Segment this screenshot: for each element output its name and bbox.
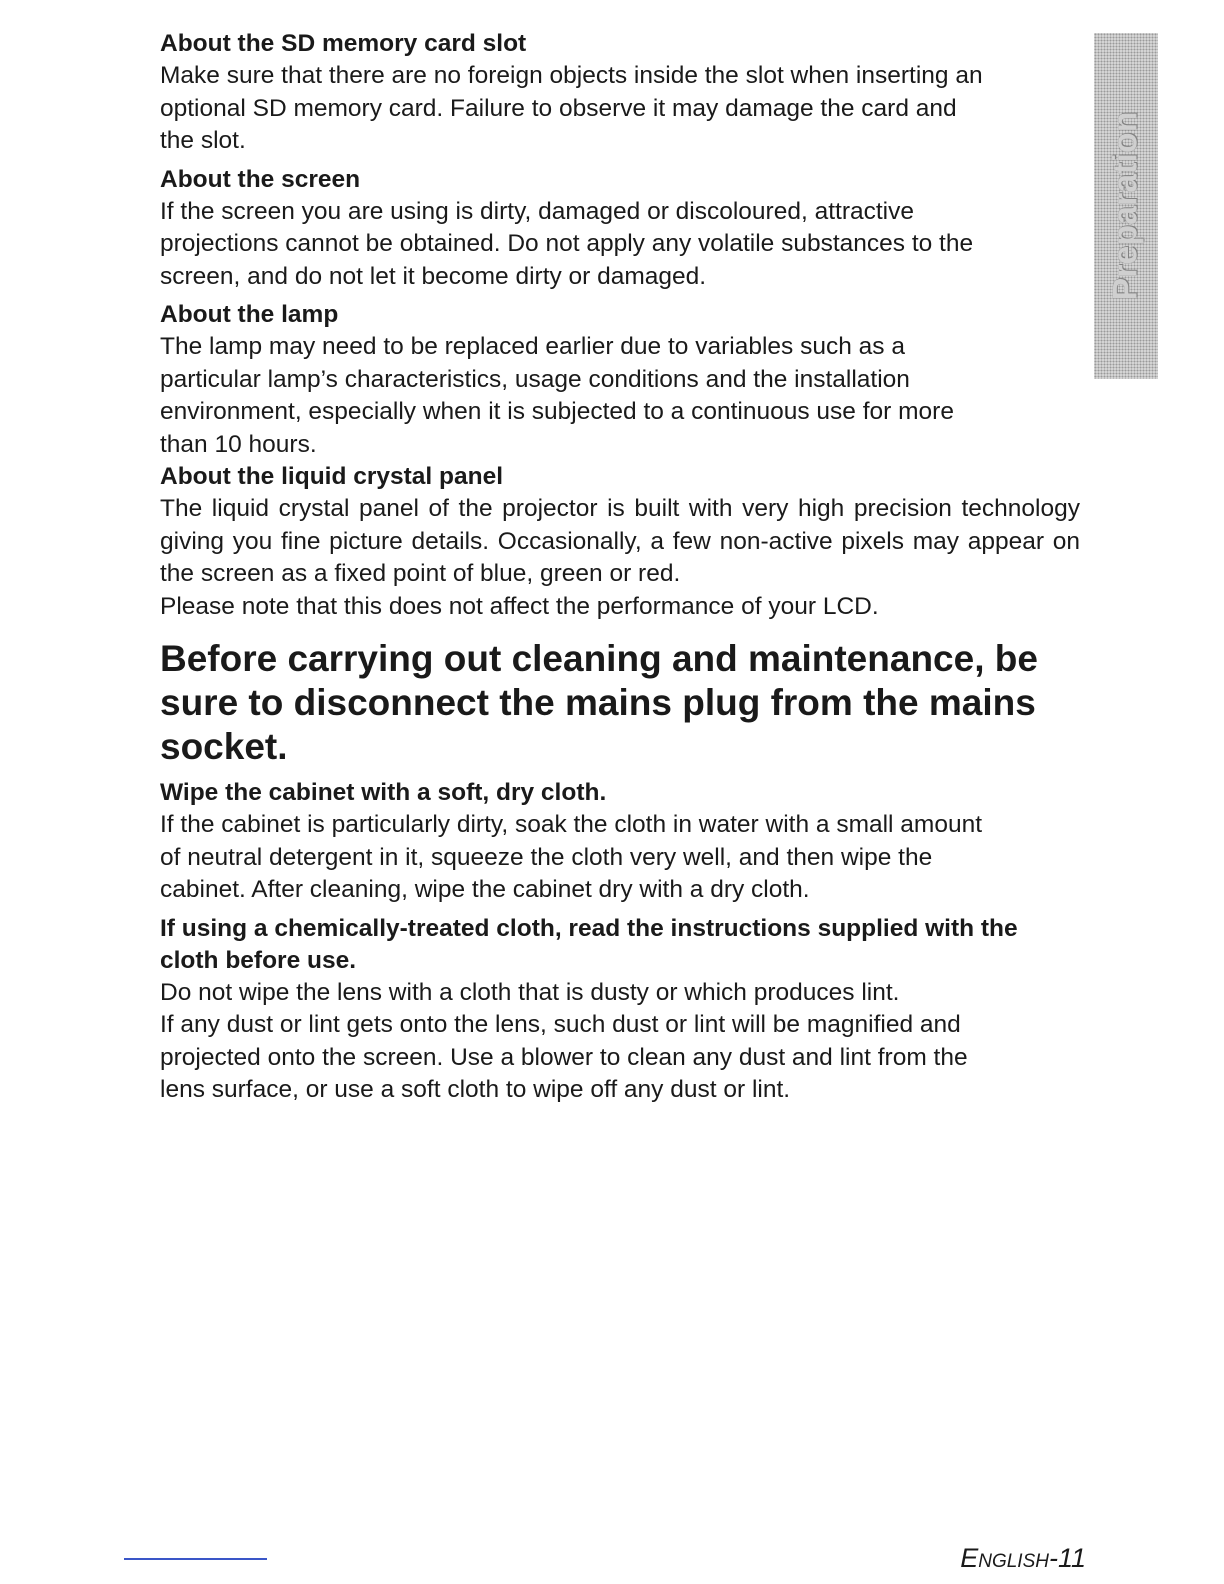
body-line: of neutral detergent in it, squeeze the cloth very well, and then wipe the <box>160 843 933 871</box>
section-sd-card-slot <box>160 28 1080 158</box>
section-body <box>160 60 1080 158</box>
preparation-side-tab <box>1094 33 1158 379</box>
body-line: If the cabinet is particularly dirty, soak the cloth in water with a small amount <box>160 811 983 838</box>
body-line: projections cannot be obtained. Do not apply any volatile substances to the <box>160 230 974 257</box>
section-heading: About the SD memory card slot <box>160 30 527 57</box>
footer-rule <box>124 1558 267 1560</box>
footer-separator: - <box>1048 1543 1058 1573</box>
section-note: Please note that this does not affect the performance of your LCD. <box>160 592 879 620</box>
section-body <box>160 977 1080 1107</box>
section-heading: About the liquid crystal panel <box>160 463 504 490</box>
body-line: The lamp may need to be replaced earlier due to variables such as a <box>160 333 905 360</box>
section-lcd-panel <box>160 461 1080 623</box>
side-tab-label: Preparation <box>1106 111 1145 301</box>
section-heading: If using a chemically-treated cloth, read the instructions supplied with the cloth before use. <box>160 914 1018 974</box>
section-heading: About the screen <box>160 165 361 193</box>
body-line: If the screen you are using is dirty, damaged or discoloured, attractive <box>160 197 914 225</box>
section-lamp <box>160 299 1080 461</box>
body-line: the slot. <box>160 127 246 154</box>
section-body <box>160 809 1080 907</box>
section-heading: About the lamp <box>160 301 339 328</box>
body-line: cabinet. After cleaning, wipe the cabinet dry with a dry cloth. <box>160 876 810 903</box>
body-line: projected onto the screen. Use a blower to clean any dust and lint from the <box>160 1043 968 1071</box>
body-line: than 10 hours. <box>160 430 317 458</box>
body-line: screen, and do not let it become dirty or damaged. <box>160 262 707 290</box>
body-line: particular lamp’s characteristics, usage conditions and the installation <box>160 365 910 393</box>
body-line: If any dust or lint gets onto the lens, such dust or lint will be magnified and <box>160 1011 961 1038</box>
page-number: 11 <box>1057 1543 1086 1573</box>
section-screen <box>160 164 1080 294</box>
footer-language: English <box>960 1543 1049 1573</box>
section-lens-cleaning <box>160 913 1080 1107</box>
body-line: Make sure that there are no foreign objects inside the slot when inserting an <box>160 62 983 89</box>
section-body: The liquid crystal panel of the projector is built with very high precision technology giving you fine picture details. Occasionally, a few non-active pixels may appear on the screen as a fixed point of blue, green or red. <box>160 495 1080 587</box>
body-line: optional SD memory card. Failure to observe it may damage the card and <box>160 94 957 122</box>
body-line: environment, especially when it is subjected to a continuous use for more <box>160 398 954 425</box>
section-heading: Wipe the cabinet with a soft, dry cloth. <box>160 779 607 806</box>
body-line: Do not wipe the lens with a cloth that is dusty or which produces lint. <box>160 978 900 1006</box>
page-footer <box>960 1542 1086 1574</box>
section-body <box>160 196 1080 294</box>
maintenance-title: Before carrying out cleaning and maintenance, be sure to disconnect the mains plug from the mains socket. <box>160 638 1038 767</box>
section-body <box>160 331 1080 461</box>
page-content <box>160 28 1080 1113</box>
body-line: lens surface, or use a soft cloth to wipe off any dust or lint. <box>160 1076 791 1103</box>
section-cabinet <box>160 777 1080 907</box>
